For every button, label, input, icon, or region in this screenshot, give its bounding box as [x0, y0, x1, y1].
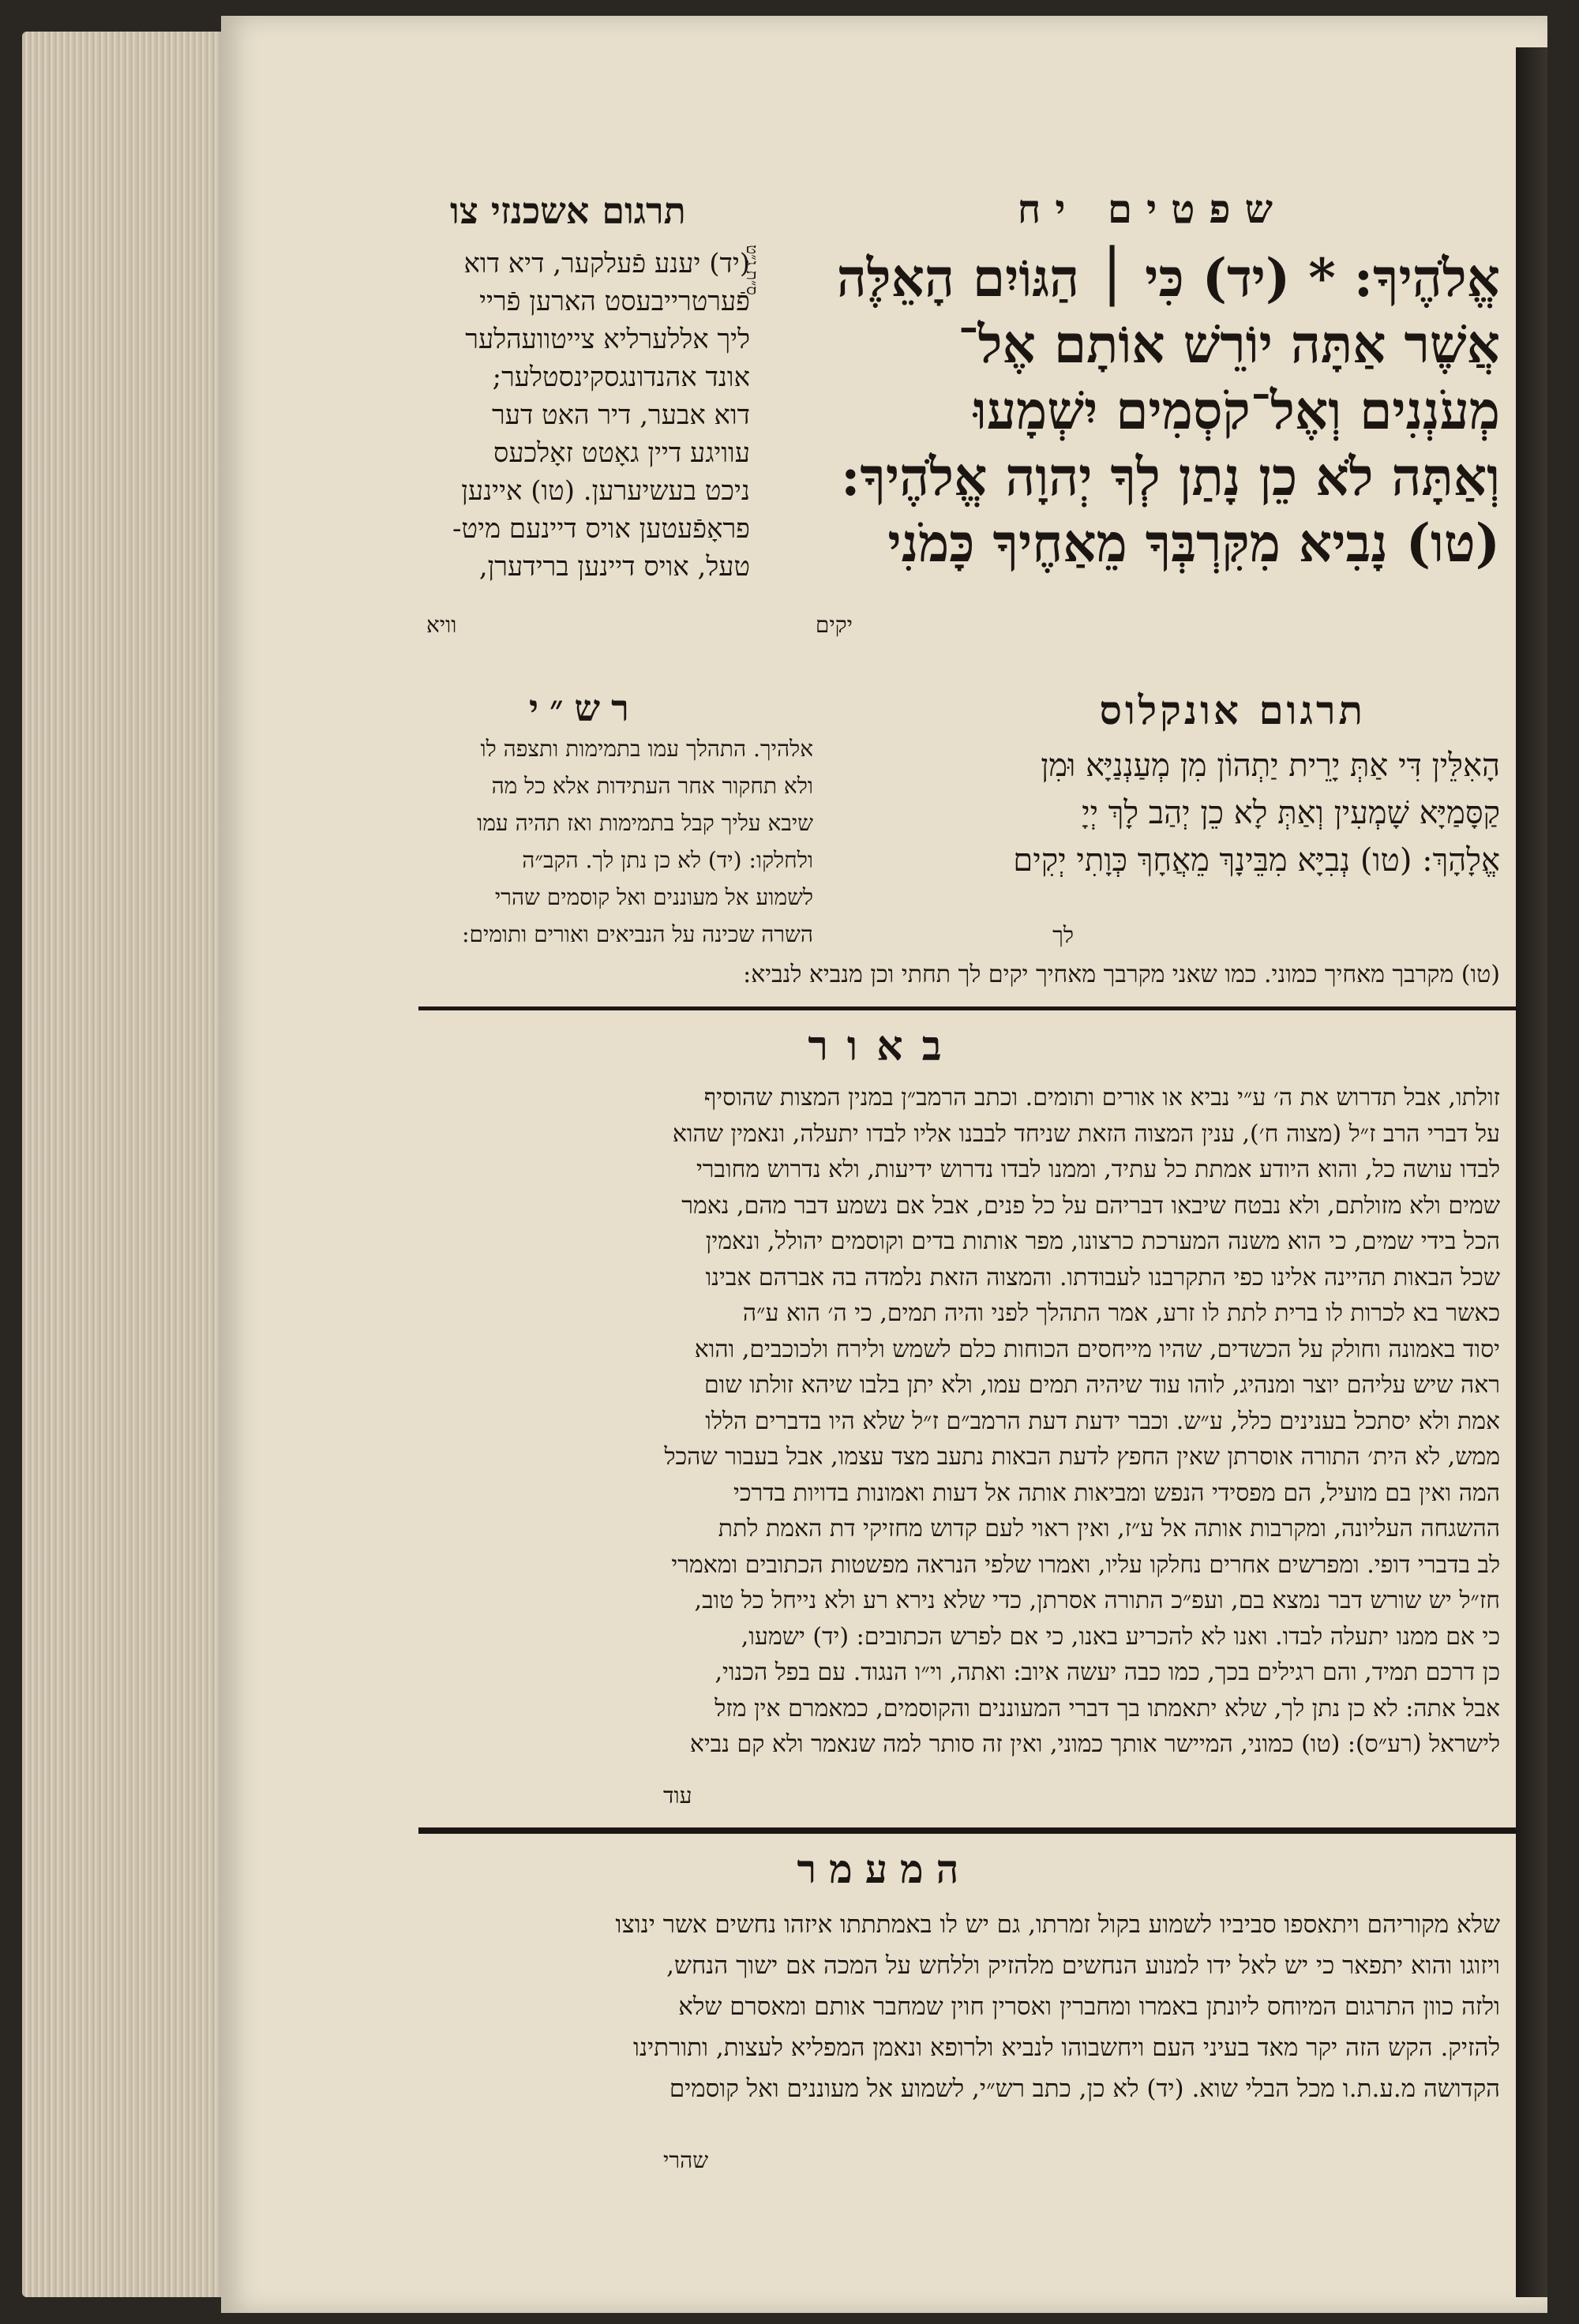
- verse-line: (טו) נָבִיא מִקִּרְבְּךָ מֵאַחֶיךָ כָּמֹנִי: [887, 512, 1500, 574]
- biur-line: המה ואין בם מועיל, הם מפסידי הנפש ומביאות אותה אל דעות ואמונות בדויות בדרכי: [733, 1479, 1500, 1507]
- yiddish-line: ליך אללערליא צייטוועהלער: [465, 324, 750, 355]
- rashi-line: שיבא עליך קבל בתמימות ואז תהיה עמו: [477, 810, 813, 836]
- biur-line: אבל אתה: לא כן נתן לך, שלא יתאמתו בך דברי המעוננים והקוסמים, כמאמרם אין מזל: [714, 1694, 1500, 1722]
- hamaamar-title: המעמר: [797, 1846, 972, 1892]
- onkelos-text: [963, 742, 1500, 884]
- rashi-text: [418, 730, 813, 953]
- book-page-edges: [22, 32, 227, 2297]
- biur-title: באור: [808, 1022, 961, 1070]
- biur-line: כי אם ממנו יתעלה לבדו. ואנו לא להכריע באנו, כי אם לפרש הכתובים: (יד) ישמעו,: [741, 1622, 1500, 1651]
- yiddish-line: עוויגע דיין גאָטט זאָלכעס: [493, 437, 750, 469]
- rashi-line: השרה שכינה על הנביאים ואורים ותומים:: [462, 921, 813, 947]
- verse-line: מְעֹנְנִים וְאֶל־קֹסְמִים יִשְׁמָעוּ: [973, 380, 1500, 441]
- yiddish-line: ניכט בעשיערען. (טו) איינען: [461, 475, 750, 507]
- rashi-line: ולא תחקור אחר העתידות אלא כל מה: [491, 773, 813, 799]
- hamaamar-text: [395, 1904, 1500, 2109]
- biur-text: [395, 1080, 1500, 1763]
- rashi-footnote: (טו) מקרבך מאחיך כמוני. כמו שאני מקרבך מאחיך יקים לך תחתי וכן מנביא לנביא:: [743, 961, 1500, 988]
- biur-line: על דברי הרב ז״ל (מצוה ח׳), ענין המצוה הזאת שניחד לבבנו אליו לבדו יתעלה, ונאמין שהוא: [672, 1119, 1500, 1148]
- onkelos-line: אֱלָהָךְ: (טו) נְבִיָּא מִבֵּינָךְ מֵאֲחָךְ כְּוָתִי יְקִים: [1013, 842, 1500, 879]
- biur-catchword: עוד: [663, 1782, 692, 1809]
- yiddish-line: אונד אהנדונגסקינסטלער;: [492, 362, 750, 393]
- next-page-edge: [1516, 47, 1547, 2297]
- yiddish-line: (יד) יענע פֿעלקער, דיא דוא: [463, 248, 750, 279]
- yiddish-line: טעל, אויס דיינען ברידערן,: [478, 551, 750, 583]
- biur-line: שכל הבאות תהיינה אלינו כפי התקרבנו לעבודתו. והמצוה הזאת נלמדה בה אברהם אבינו: [705, 1263, 1500, 1291]
- hamaamar-line: שלא מקוריהם ויתאספו סביביו לשמוע בקול זמרתו, גם יש לו באמתתתו איזהו נחשים אשר ינוצו: [615, 1910, 1500, 1939]
- page-header-book-title: שפטים יח: [1017, 186, 1287, 232]
- biur-line: לישראל (רע״ס): (טו) כמוני, המיישר אותך כמוני, ואין זה סותר למה שנאמר ולא קם נביא: [689, 1730, 1500, 1758]
- biur-line: ההשגחה העליונה, ומקרבות אותה אל ע״ז, ואין ראוי לעם קדוש מחזיקי דת האמת לתת: [718, 1515, 1500, 1542]
- rashi-line: לשמוע אל מעוננים ואל קוסמים שהרי: [494, 884, 813, 910]
- verse-text: [774, 245, 1500, 576]
- hamaamar-catchword: שהרי: [663, 2147, 709, 2173]
- onkelos-title: תרגום אונקלוס: [1099, 687, 1366, 733]
- yiddish-catchword: וויא: [426, 612, 457, 638]
- margin-note: ס״ת ג״ט: [743, 245, 762, 295]
- biur-line: כאשר בא לכרות לו ברית לתת לו זרע, אמר התהלך לפני והיה תמים, כי ה׳ הוא ע״ה: [742, 1299, 1500, 1327]
- yiddish-line: פֿערטרייבעסט הארען פֿריי: [479, 286, 750, 317]
- biur-line: ראה שיש עליהם יוצר ומנהיג, לוהו עוד שיהיה תמים עמו, ולא יתן בלבו שיהא זולתו שום: [703, 1371, 1500, 1399]
- page-header-translation-title: תרגום אשכנזי צו: [450, 189, 686, 232]
- biur-line: חז״ל יש שורש דבר נמצא בם, ועפ״כ התורה אסרתן, כדי שלא נירא רע ולא נייחל כל טוב,: [694, 1587, 1500, 1614]
- rashi-line: אלהיך. התהלך עמו בתמימות ותצפה לו: [480, 736, 813, 762]
- verse-line: אֱלֹהֶיךָ: * (יד) כִּי ׀ הַגּוֹיִם הָאֵלֶּה: [836, 247, 1500, 309]
- biur-line: לב בדברי דופי. ומפרשים אחרים נחלקו עליו, ואמרו שלפי הנראה מפשטות הכתובים ומאמרי: [671, 1550, 1500, 1579]
- biur-line: אמת ולא יסתכל בענינים כלל, ע״ש. וכבר ידעת דעת הרמב״ם ז״ל שלא היו בדברים הללו: [705, 1407, 1500, 1435]
- biur-line: ממש, לא הית׳ התורה אוסרתן שאין החפץ לדעת הבאות נתעב מצד עצמו, אבל בעבור שהכל: [664, 1443, 1500, 1471]
- biur-line: לבדו עושה כל, והוא היודע אמתת כל עתיד, וממנו לבדו נדרוש ידיעות, ולא נדרוש מחוברי: [696, 1156, 1500, 1183]
- book-page: [221, 16, 1547, 2313]
- biur-line: הכל בידי שמים, כי הוא משנה המערכת כרצונו, מפר אותות בדים וקוסמים יהולל, ונאמין: [705, 1228, 1500, 1255]
- section-divider: [418, 1827, 1532, 1834]
- onkelos-catchword: לך: [1052, 922, 1074, 948]
- yiddish-translation: [418, 245, 750, 586]
- onkelos-line: קַסָּמַיָּא שָׁמְעִין וְאַתְּ לָא כֵן יְהַב לָךְ יְיָ: [1082, 795, 1500, 831]
- rashi-title: רש״י: [529, 687, 640, 729]
- hamaamar-line: הקדושה מ.ע.ת.ו מכל הבלי שוא. (יד) לא כן, כתב רש״י, לשמוע אל מעוננים ואל קוסמים: [669, 2075, 1500, 2103]
- hamaamar-line: להזיק. הקש הזה יקר מאד בעיני העם ויחשבוהו לנביא ולרופא ונאמן המפליא לעצות, ותורתינו: [633, 2034, 1500, 2062]
- rashi-line: ולחלקו: (יד) לא כן נתן לך. הקב״ה: [522, 847, 813, 873]
- yiddish-line: פראָפֿעטען אויס דיינעם מיט-: [452, 513, 750, 545]
- verse-catchword: יקים: [815, 612, 853, 638]
- biur-line: שמים ולא מזולתם, ולא נבטח שיבאו דבריהם על כל פנים, אבל אם נשמע דבר מהם, נאמר: [681, 1191, 1500, 1220]
- biur-line: זולתו, אבל תדרוש את ה׳ ע״י נביא או אורים ותומים. וכתב הרמב״ן במנין המצות שהוסיף: [703, 1084, 1500, 1111]
- biur-line: כן דרכם תמיד, והם רגילים בכך, כמו כבה יעשה איוב: ואתה, וי״ו הנגוד. עם בפל הכנוי,: [714, 1659, 1500, 1686]
- section-divider: [418, 1006, 1524, 1010]
- hamaamar-line: ויזוגו והוא יתפאר כי יש לאל ידו למנוע הנחשים מלהזיק וללחש על המכה אם ישוך הנחש,: [666, 1951, 1500, 1980]
- onkelos-line: הָאִלֵּין דִּי אַתְּ יָרֵית יַתְהוֹן מִן מְעַנְנַיָּא וּמִן: [1041, 748, 1500, 784]
- yiddish-line: דוא אבער, דיר האט דער: [492, 399, 750, 431]
- verse-line: אֲשֶׁר אַתָּה יוֹרֵשׁ אוֹתָם אֶל־: [958, 313, 1500, 375]
- verse-line: וְאַתָּה לֹא כֵן נָתַן לְךָ יְהוָה אֱלֹהֶיךָ:: [841, 446, 1500, 508]
- biur-line: יסוד באמונה וחולק על הכשדים, שהיו מייחסים הכוחות כלם לשמש ולירח ולכוכבים, והוא: [694, 1335, 1500, 1363]
- hamaamar-line: ולזה כוון התרגום המיוחס ליונתן באמרו ומחברין ואסרין חוין שמחבר אותם ומאסרם שלא: [678, 1992, 1500, 2021]
